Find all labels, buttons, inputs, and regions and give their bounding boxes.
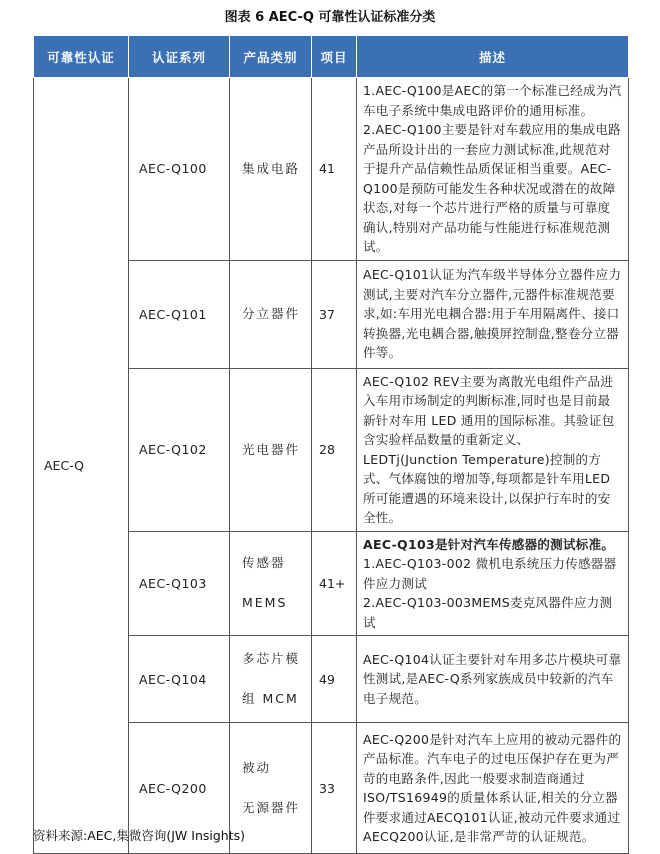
count-cell: 28 — [312, 368, 357, 531]
category-line: 被动 — [242, 760, 272, 775]
category-cell: 光电器件 — [230, 368, 312, 531]
description-text: 2.AEC-Q103-003MEMS麦克风器件应力测试 — [363, 595, 613, 630]
description-cell — [357, 368, 629, 531]
header-description: 描述 — [357, 36, 629, 78]
description-text: AEC-Q200是针对汽车上应用的被动元器件的产品标准。汽车电子的过电压保护存在更为严苛的电路条件,因此一般要求制造商通过ISO/TS16949的质量体系认证,相关的分立器件要求通过AECQ101认证,被动元件要求通过AECQ200认证,是非常严苛的认证规范。 — [363, 731, 622, 844]
header-series: 认证系列 — [129, 36, 230, 78]
description-text: AEC-Q101认证为汽车级半导体分立器件应力测试,主要对汽车分立器件,元器件标准规范要求,如:车用光电耦合器:用于车用隔离件、接口转换器,光电耦合器,触摸屏控制盘,整卷分立器件等。 — [363, 267, 622, 361]
series-cell: AEC-Q104 — [129, 636, 230, 723]
count-cell: 49 — [312, 636, 357, 723]
category-cell: 集成电路 — [230, 78, 312, 261]
description-cell — [357, 78, 629, 261]
count-cell: 37 — [312, 260, 357, 368]
source-note: 资料来源:AEC,集微咨询(JW Insights) — [33, 828, 245, 843]
description-heading: AEC-Q103是针对汽车传感器的测试标准。 — [363, 536, 615, 552]
series-cell: AEC-Q200 — [129, 723, 230, 854]
aec-q-table — [33, 35, 629, 854]
description-text: 1.AEC-Q103-002 微机电系统压力传感器器件应力测试 — [363, 556, 617, 591]
header-count: 项目 — [312, 36, 357, 78]
group-cell: AEC-Q — [34, 78, 129, 854]
series-cell: AEC-Q102 — [129, 368, 230, 531]
description-text: 2.AEC-Q100主要是针对车载应用的集成电路产品所设计出的一套应力测试标准,此规范对于提升产品信赖性品质保证相当重要。AEC-Q100是预防可能发生各种状况或潜在的故障状态,对每一个芯片进行严格的质量与可靠度确认,特别对产品功能与性能进行标准规范测试。 — [363, 122, 621, 254]
series-cell: AEC-Q103 — [129, 531, 230, 636]
description-cell — [357, 723, 629, 854]
header-reliability: 可靠性认证 — [34, 36, 129, 78]
count-cell: 41 — [312, 78, 357, 261]
count-cell: 41+ — [312, 531, 357, 636]
description-text: 1.AEC-Q100是AEC的第一个标准已经成为汽车电子系统中集成电路评价的通用标准。 — [363, 83, 622, 118]
description-cell — [357, 636, 629, 723]
category-cell — [230, 636, 312, 723]
category-cell — [230, 531, 312, 636]
table-header-row — [34, 36, 629, 78]
category-cell: 分立器件 — [230, 260, 312, 368]
description-text: AEC-Q104认证主要针对车用多芯片模块可靠性测试,是AEC-Q系列家族成员中较新的汽车电子规范。 — [363, 651, 622, 706]
series-cell: AEC-Q100 — [129, 78, 230, 261]
category-line: 多芯片模 — [242, 651, 301, 666]
category-line: MEMS — [242, 595, 288, 611]
count-cell: 33 — [312, 723, 357, 854]
description-text: AEC-Q102 REV主要为离散光电组件产品进入车用市场制定的判断标准,同时也是目前最新针对车用 LED 通用的国际标准。其验证包含实验样品数量的重新定义、LEDTj(Junction Temperature)控制的方式、气体腐蚀的增加等,每项都是针车用LED所可能遭遇的环境来设计,以保护行车时的安全性。 — [363, 373, 615, 525]
table-row — [34, 78, 629, 261]
header-category: 产品类别 — [230, 36, 312, 78]
description-cell — [357, 531, 629, 636]
chart-title: 图表 6 AEC-Q 可靠性认证标准分类 — [224, 10, 436, 25]
category-line: 无源器件 — [242, 800, 301, 815]
series-cell: AEC-Q101 — [129, 260, 230, 368]
category-line: 组 MCM — [242, 691, 299, 706]
description-cell — [357, 260, 629, 368]
category-line: 传感器 — [242, 555, 286, 571]
